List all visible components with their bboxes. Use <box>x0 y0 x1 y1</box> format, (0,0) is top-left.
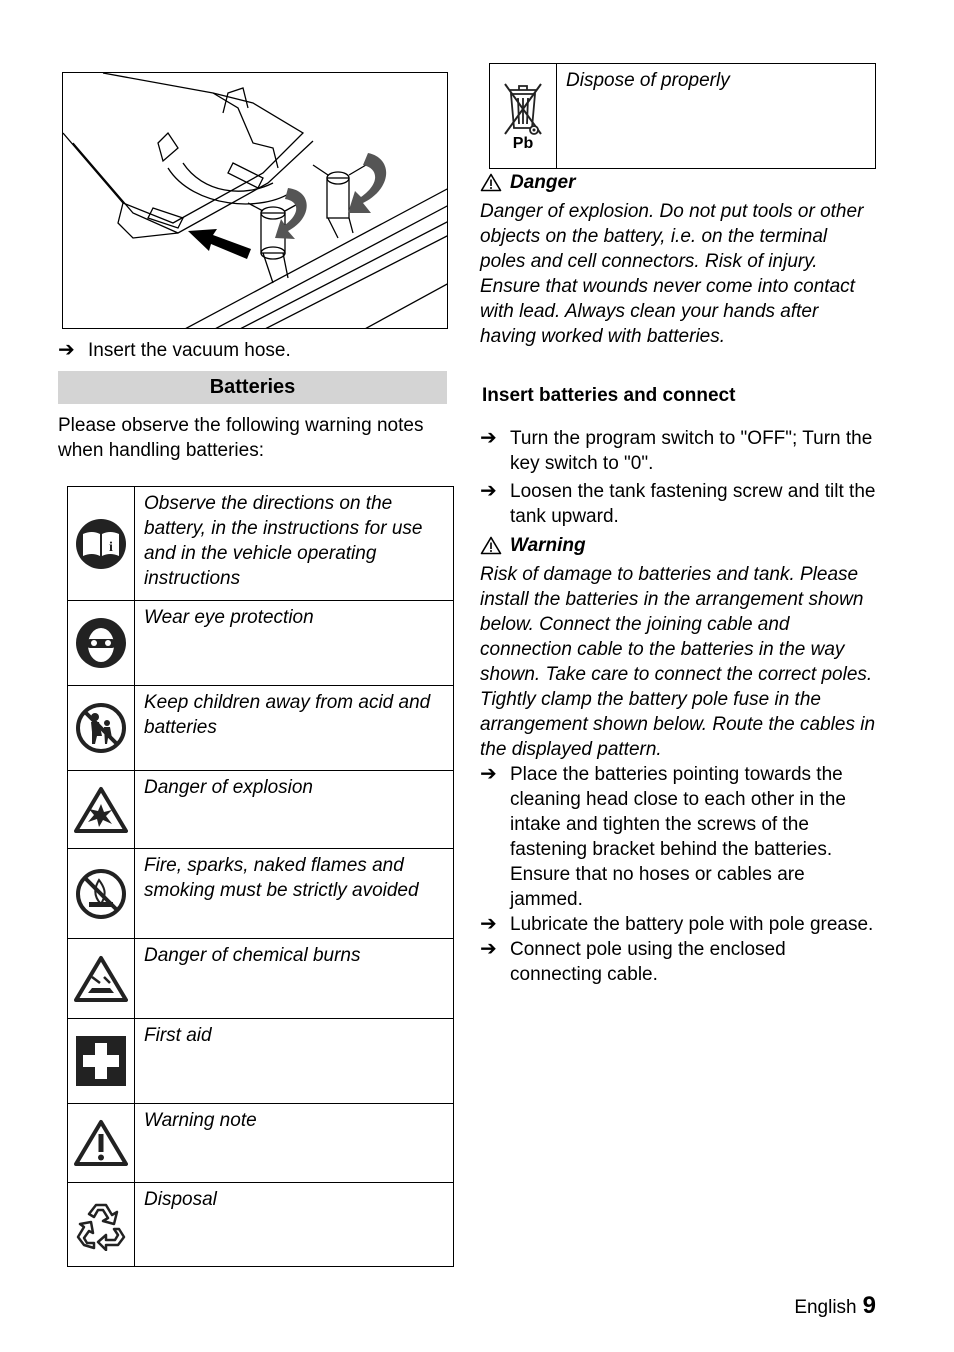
step-text: Place the batteries pointing towards the cleaning head close to each other in the intake and tighten the screws of the fastening bracket behind the batteries. Ensure that no hoses or cables are jammed. <box>510 764 846 910</box>
step-item <box>480 937 876 987</box>
step-item <box>480 762 876 912</box>
symbol-row <box>68 686 454 771</box>
warning-heading <box>480 533 586 558</box>
step-arrow-icon: ➔ <box>480 427 497 449</box>
step-arrow-icon: ➔ <box>480 938 497 960</box>
section-title-batteries: Batteries <box>58 371 447 404</box>
symbol-label: Danger of explosion <box>135 771 454 849</box>
warning-label: Warning <box>510 535 586 556</box>
dispose-properly-table <box>489 63 876 169</box>
step-item <box>480 912 876 937</box>
eye-protection-icon <box>75 617 127 669</box>
symbol-row <box>490 64 876 169</box>
step-insert-hose <box>58 338 447 363</box>
warning-triangle-icon <box>480 536 502 555</box>
symbol-label: Disposal <box>135 1183 454 1267</box>
symbol-label: Wear eye protection <box>135 601 454 686</box>
step-arrow-icon: ➔ <box>58 339 75 361</box>
warning-icon <box>74 1119 128 1167</box>
symbol-row <box>68 1183 454 1267</box>
page-footer <box>794 1292 876 1320</box>
step-item <box>480 426 876 476</box>
keep-children-away-icon <box>75 702 127 754</box>
step-text: Loosen the tank fastening screw and tilt the tank upward. <box>510 481 876 527</box>
hose-mount-drawing <box>63 73 448 329</box>
steps-list-a <box>480 426 876 529</box>
symbol-row <box>68 1104 454 1183</box>
symbol-row <box>68 939 454 1019</box>
symbol-label: Dispose of properly <box>557 64 876 169</box>
step-arrow-icon: ➔ <box>480 480 497 502</box>
warning-text: Risk of damage to batteries and tank. Please install the batteries in the arrangement shown below. Connect the joining cable and connection cable to the batteries in the way shown. Take care to connect the correct poles. Tightly clamp the battery pole fuse in the arrangement shown below. Route the cables in the displayed pattern. <box>480 564 876 760</box>
svg-text:i: i <box>109 539 113 555</box>
danger-label: Danger <box>510 172 576 193</box>
symbol-label: Keep children away from acid and batteries <box>135 686 454 771</box>
symbol-label: First aid <box>135 1019 454 1104</box>
chemical-burns-icon <box>74 955 128 1003</box>
symbol-row <box>68 487 454 601</box>
step-arrow-icon: ➔ <box>480 763 497 785</box>
crossed-bin-icon <box>501 80 545 142</box>
step-arrow-icon: ➔ <box>480 913 497 935</box>
symbol-row <box>68 1019 454 1104</box>
step-text: Connect pole using the enclosed connecting cable. <box>510 939 786 985</box>
symbol-label: Warning note <box>135 1104 454 1183</box>
symbol-row <box>68 601 454 686</box>
page-number: 9 <box>862 1292 876 1319</box>
first-aid-icon <box>75 1035 127 1087</box>
vacuum-hose-illustration <box>62 72 448 329</box>
intro-text: Please observe the following warning notes when handling batteries: <box>58 415 424 461</box>
explosion-icon <box>74 786 128 834</box>
symbol-label: Observe the directions on the battery, in the instructions for use and in the vehicle operating instructions <box>135 487 454 601</box>
symbol-label: Danger of chemical burns <box>135 939 454 1019</box>
battery-warning-symbols-table <box>67 486 454 1267</box>
step-text: Turn the program switch to "OFF"; Turn the key switch to "0". <box>510 428 873 474</box>
step-item <box>480 479 876 529</box>
steps-list-b <box>480 762 876 987</box>
manual-info-icon <box>75 518 127 570</box>
danger-heading <box>480 170 575 195</box>
symbol-label: Fire, sparks, naked flames and smoking must be strictly avoided <box>135 849 454 939</box>
pb-badge: Pb <box>512 135 534 152</box>
footer-language: English <box>794 1297 857 1318</box>
no-fire-icon <box>75 868 127 920</box>
step-text: Insert the vacuum hose. <box>88 340 291 361</box>
recycle-icon <box>74 1199 128 1251</box>
danger-text: Danger of explosion. Do not put tools or other objects on the battery, i.e. on the terminal poles and cell connectors. Risk of injury. Ensure that wounds never come into contact with lead. Always clean your hands after having worked with batteries. <box>480 201 864 347</box>
subheading-insert-batteries: Insert batteries and connect <box>482 385 736 406</box>
symbol-row <box>68 771 454 849</box>
symbol-row <box>68 849 454 939</box>
step-text: Lubricate the battery pole with pole grease. <box>510 914 874 935</box>
danger-triangle-icon <box>480 173 502 192</box>
